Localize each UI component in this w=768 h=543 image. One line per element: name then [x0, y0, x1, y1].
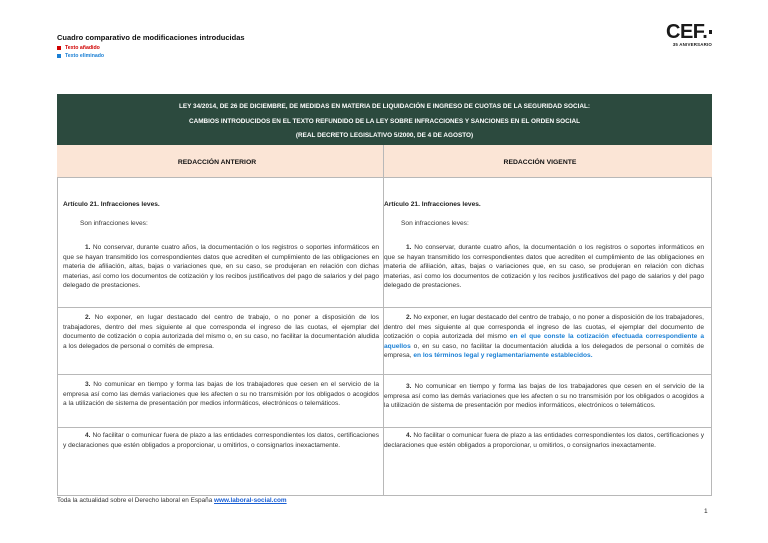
- removed-text-fragment: en el que conste la cotización efectuada correspondiente a aquellos: [384, 333, 705, 350]
- left-paragraph-1: 1. No conservar, durante cuatro años, la documentación o los registros o soportes informáticos en que se hayan transmitido los correspondientes datos que acrediten el cumplimiento de las obligaciones en materia de afiliación, altas, bajas o variaciones que, en su caso, se produjeran en relación con dichas materias, así como los documentos de cotización y los recibos justificativos del pago de salarios y del pago delegado de prestaciones.: [63, 244, 379, 289]
- logo-bar: [709, 30, 712, 34]
- page-number: 1: [704, 508, 708, 515]
- banner-line-3: (REAL DECRETO LEGISLATIVO 5/2000, DE 4 DE AGOSTO): [295, 132, 474, 139]
- legend-removed-label: Texto eliminado: [65, 53, 105, 59]
- left-intro: Son infracciones leves:: [80, 220, 148, 227]
- right-intro: Son infracciones leves:: [401, 220, 469, 227]
- logo-text: CEF.: [666, 21, 708, 43]
- legend: [57, 44, 104, 60]
- footer: [57, 497, 287, 504]
- table-border-right: [711, 177, 712, 496]
- legend-removed: [57, 52, 104, 60]
- row-divider: [57, 374, 712, 375]
- legend-removed-swatch: [57, 54, 61, 58]
- left-paragraph-2: 2. No exponer, en lugar destacado del centro de trabajo, o no poner a disposición de los trabajadores, dentro del mes siguiente al que corresponda el ingreso de las cuotas, el ejemplar del documento de cotización o copia autorizada del mismo o, en su caso, no facilitar la documentación aludida a los delegados de personal o comités de empresa.: [63, 314, 379, 350]
- banner-line-1: LEY 34/2014, DE 26 DE DICIEMBRE, DE MEDIDAS EN MATERIA DE LIQUIDACIÓN E INGRESO DE CUOTAS DE LA SEGURIDAD SOCIAL:: [178, 103, 591, 110]
- right-article-title: Artículo 21. Infracciones leves.: [384, 201, 481, 208]
- row-divider: [57, 495, 712, 496]
- cef-logo: [666, 22, 712, 52]
- law-banner: [57, 94, 712, 145]
- banner-line-2: CAMBIOS INTRODUCIDOS EN EL TEXTO REFUNDIDO DE LA LEY SOBRE INFRACCIONES Y SANCIONES EN EL ORDEN SOCIAL: [188, 118, 581, 125]
- left-paragraph-3: 3. No comunicar en tiempo y forma las bajas de los trabajadores que cesen en el servicio de la empresa así como las demás variaciones que les afecten o su no transmisión por los obligados o acogidos a la utilización de sistema de presentación por medios informáticos, electrónicos o telemáticos.: [63, 381, 379, 407]
- removed-text-fragment: en los términos legal y reglamentariamente establecidos.: [413, 352, 593, 359]
- column-header-current: REDACCIÓN VIGENTE: [503, 159, 577, 166]
- footer-link[interactable]: www.laboral-social.com: [214, 497, 287, 504]
- row-divider: [57, 427, 712, 428]
- document-title: Cuadro comparativo de modificaciones introducidas: [57, 33, 245, 42]
- table-border-left: [57, 177, 58, 496]
- column-header-row: [57, 145, 712, 178]
- left-article-title: Artículo 21. Infracciones leves.: [63, 201, 160, 208]
- logo-subtitle: 35 ANIVERSARIO: [672, 42, 712, 47]
- right-paragraph-3: 3. No comunicar en tiempo y forma las bajas de los trabajadores que cesen en el servicio de la empresa así como las demás variaciones que les afecten o su no transmisión por los obligados o acogidos a la utilización de sistema de presentación por medios informáticos, electrónicos o telemáticos.: [384, 383, 704, 409]
- row-divider: [57, 307, 712, 308]
- right-paragraph-2: 2. No exponer, en lugar destacado del centro de trabajo, o no poner a disposición de los trabajadores, dentro del mes siguiente al que corresponda el ingreso de las cuotas, el ejemplar del documento de cotización o copia autorizada del mismo en el que conste la cotización efectuada correspondiente a aquellos o, en su caso, no facilitar la documentación aludida a los delegados de personal o comités de empresa, en los términos legal y reglamentariamente establecidos.: [384, 314, 705, 359]
- left-paragraph-4: 4. No facilitar o comunicar fuera de plazo a las entidades correspondientes los datos, certificaciones y declaraciones que estén obligados a proporcionar, u omitirlos, o consignarlos inexactamente.: [63, 432, 379, 449]
- column-header-previous: REDACCIÓN ANTERIOR: [177, 159, 257, 166]
- legend-added: [57, 44, 104, 52]
- right-paragraph-1: 1. No conservar, durante cuatro años, la documentación o los registros o soportes informáticos en que se hayan transmitido los correspondientes datos que acrediten el cumplimiento de las obligaciones en materia de afiliación, altas, bajas o variaciones que, en su caso, se produjeran en relación con dichas materias, así como los documentos de cotización y los recibos justificativos del pago de salarios y del pago delegado de prestaciones.: [384, 244, 704, 289]
- right-paragraph-4: 4. No facilitar o comunicar fuera de plazo a las entidades correspondientes los datos, certificaciones y declaraciones que estén obligados a proporcionar, u omitirlos, o consignarlos inexactamente.: [384, 432, 704, 449]
- footer-text: Toda la actualidad sobre el Derecho laboral en España: [57, 497, 215, 504]
- legend-added-swatch: [57, 46, 61, 50]
- legend-added-label: Texto añadido: [65, 45, 100, 51]
